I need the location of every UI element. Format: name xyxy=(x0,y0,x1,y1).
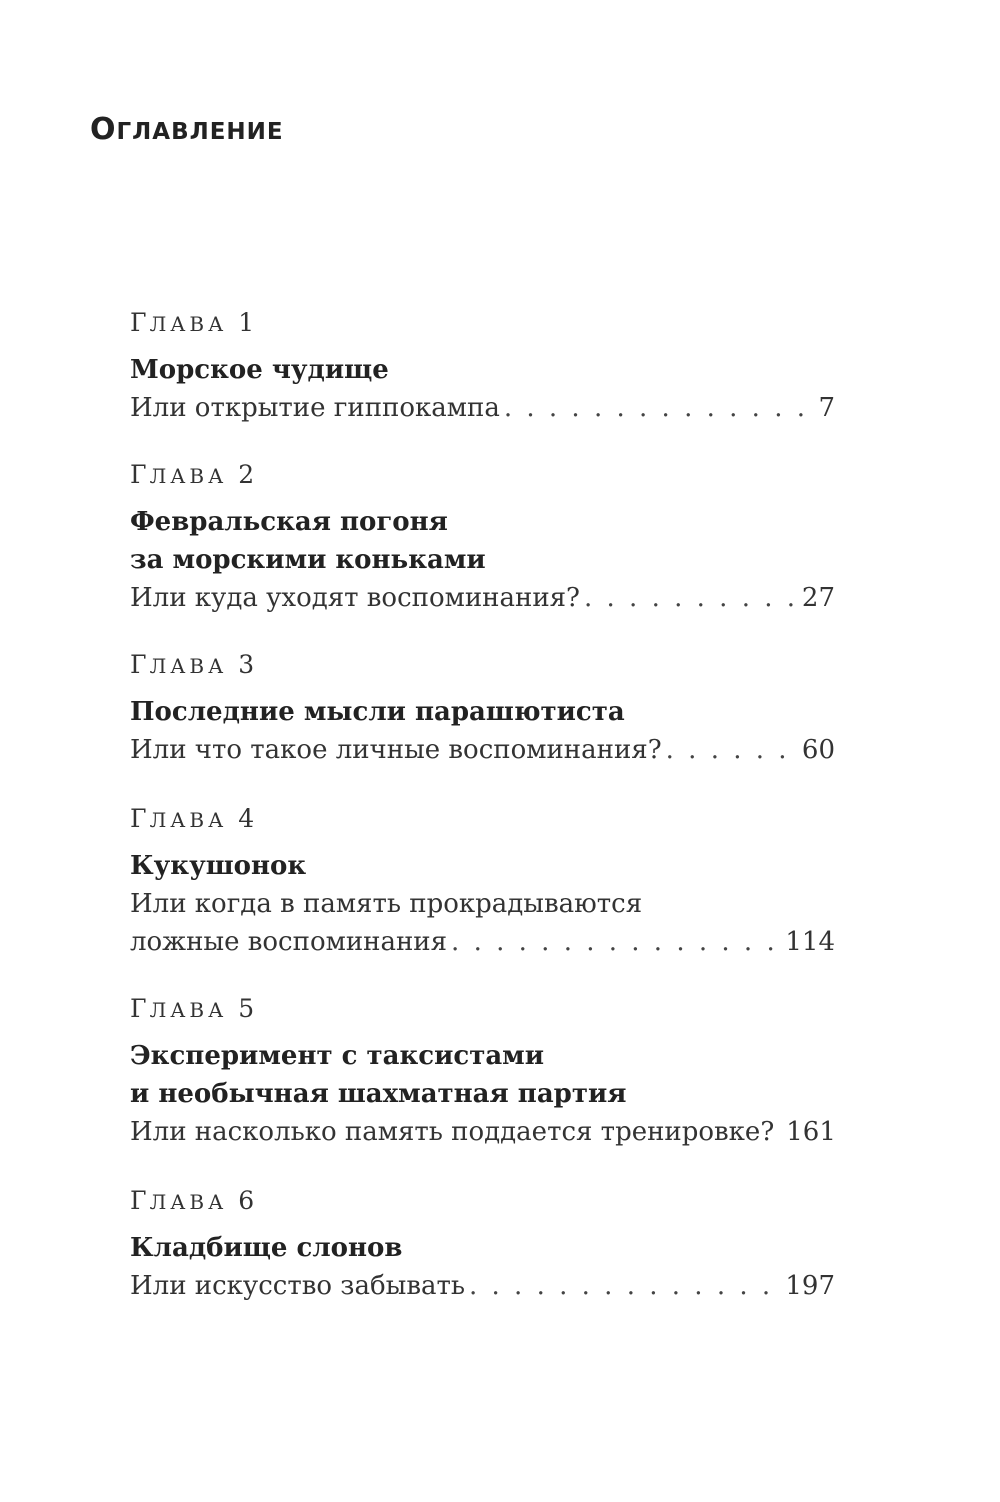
chapter-number: 6 xyxy=(238,1186,258,1215)
page-title xyxy=(90,112,284,147)
dot-leader xyxy=(469,1271,777,1301)
chapter-label-initial: Г xyxy=(130,308,150,337)
chapter-label xyxy=(130,460,257,489)
chapter-subtitle: ложные воспоминания xyxy=(130,927,448,957)
page-number: 161 xyxy=(786,1117,836,1147)
chapter-title: за морскими коньками xyxy=(130,545,486,575)
chapter-label-rest: ЛАВА xyxy=(149,1190,228,1214)
chapter-label-initial: Г xyxy=(130,804,150,833)
chapter-label-rest: ЛАВА xyxy=(149,998,228,1022)
chapter-number: 3 xyxy=(238,650,258,679)
chapter-title: Кладбище слонов xyxy=(130,1233,403,1263)
chapter-label-rest: ЛАВА xyxy=(149,464,228,488)
chapter-number: 5 xyxy=(238,994,258,1023)
chapter-label xyxy=(130,308,257,337)
chapter-subtitle: Или куда уходят воспоминания? xyxy=(130,583,580,613)
chapter-subtitle: Или насколько память поддается тренировке? xyxy=(130,1117,775,1147)
chapter-label-rest: ЛАВА xyxy=(149,808,228,832)
chapter-title: Последние мысли парашютиста xyxy=(130,697,625,727)
chapter-subtitle: Или что такое личные воспоминания? xyxy=(130,735,662,765)
chapter-label-initial: Г xyxy=(130,994,150,1023)
toc-entry[interactable] xyxy=(130,927,835,957)
chapter-number: 2 xyxy=(238,460,258,489)
chapter-label-initial: Г xyxy=(130,460,150,489)
page-title-rest: ГЛАВЛЕНИЕ xyxy=(116,119,284,145)
chapter-label xyxy=(130,650,257,679)
chapter-subtitle: Или когда в память прокрадываются xyxy=(130,889,643,919)
chapter-label xyxy=(130,804,257,833)
chapter-label xyxy=(130,994,257,1023)
dot-leader xyxy=(666,735,794,765)
page-number: 7 xyxy=(818,393,835,423)
chapter-label-rest: ЛАВА xyxy=(149,654,228,678)
toc-entry[interactable] xyxy=(130,735,835,765)
chapter-title: Февральская погоня xyxy=(130,507,448,537)
toc-entry[interactable] xyxy=(130,583,835,613)
page-number: 27 xyxy=(801,583,835,613)
chapter-label-rest: ЛАВА xyxy=(149,312,228,336)
dot-leader xyxy=(451,927,777,957)
page-number: 114 xyxy=(785,927,835,957)
chapter-title: Кукушонок xyxy=(130,851,307,881)
dot-leader xyxy=(584,583,794,613)
chapter-label-initial: Г xyxy=(130,1186,150,1215)
chapter-subtitle: Или открытие гиппокампа xyxy=(130,393,500,423)
toc-entry[interactable] xyxy=(130,1117,835,1147)
chapter-number: 1 xyxy=(238,308,258,337)
chapter-label xyxy=(130,1186,257,1215)
page-number: 197 xyxy=(785,1271,835,1301)
page-number: 60 xyxy=(801,735,835,765)
chapter-number: 4 xyxy=(238,804,258,833)
toc-entry[interactable] xyxy=(130,1271,835,1301)
chapter-subtitle: Или искусство забывать xyxy=(130,1271,465,1301)
chapter-title: Морское чудище xyxy=(130,355,389,385)
dot-leader xyxy=(504,393,811,423)
chapter-title: и необычная шахматная партия xyxy=(130,1079,627,1109)
page-title-initial: О xyxy=(90,112,117,147)
toc-entry[interactable] xyxy=(130,393,835,423)
chapter-label-initial: Г xyxy=(130,650,150,679)
chapter-title: Эксперимент с таксистами xyxy=(130,1041,545,1071)
